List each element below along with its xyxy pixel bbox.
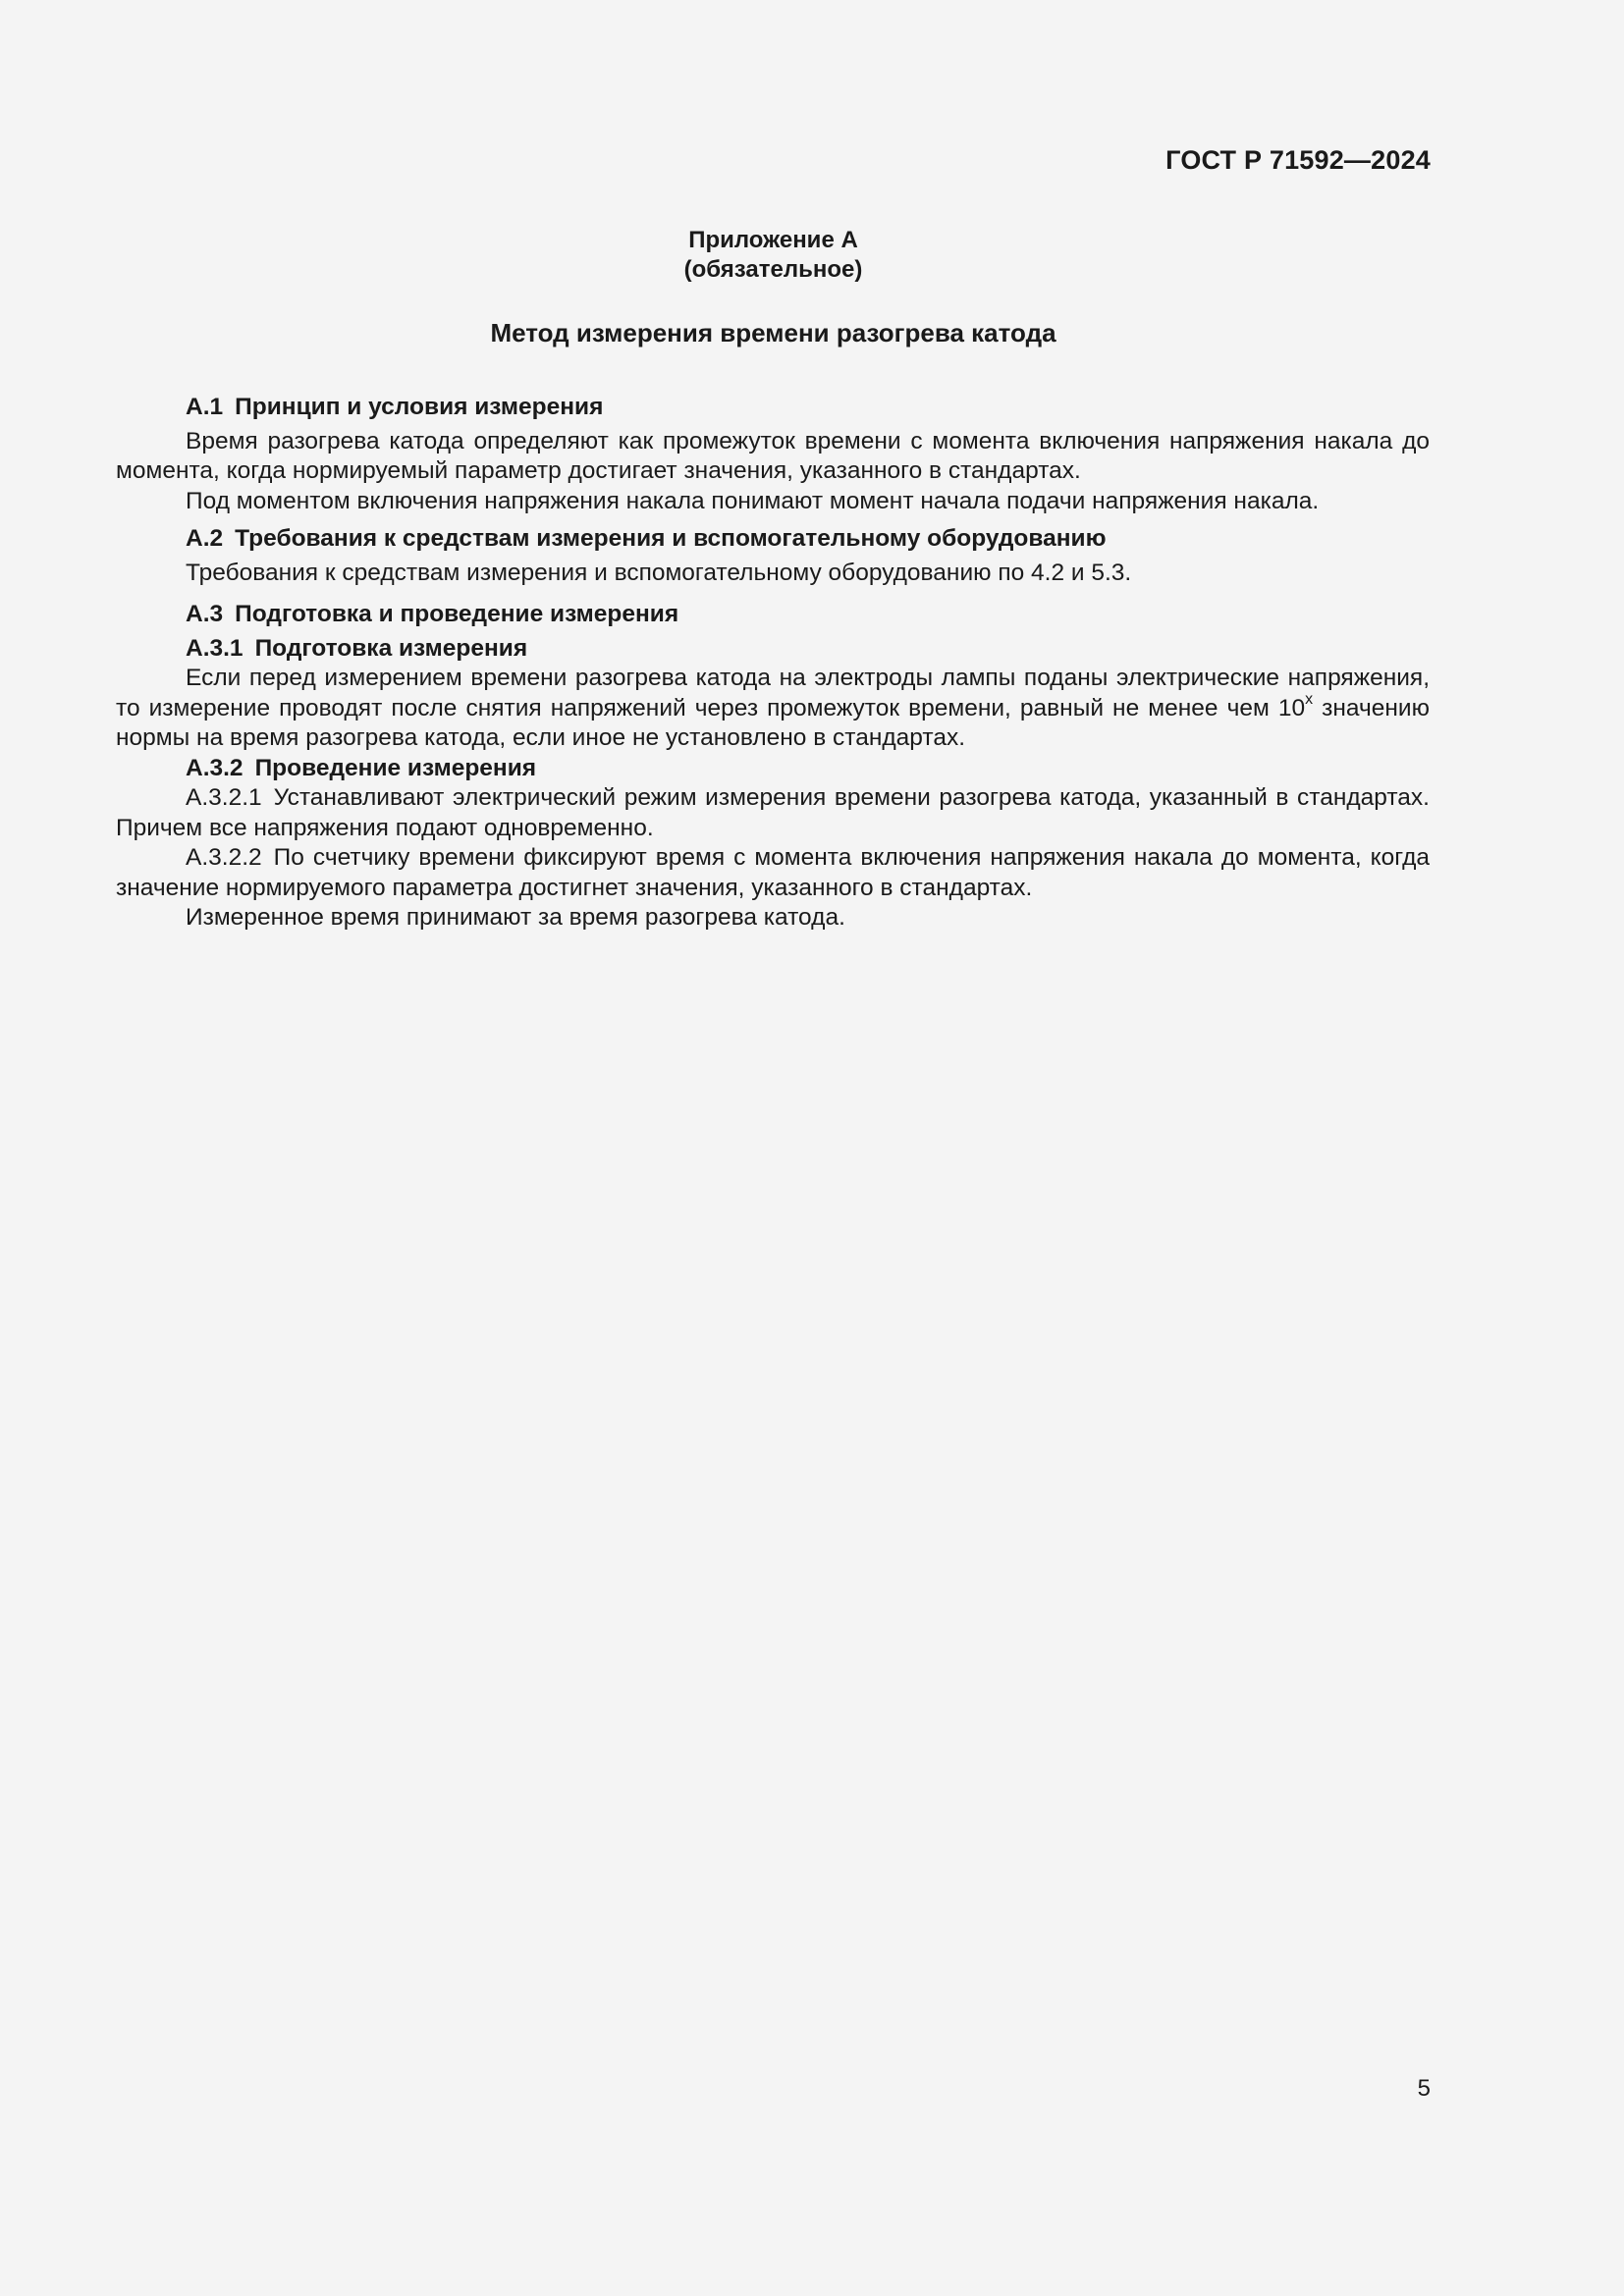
section-number: А.2: [186, 525, 224, 552]
section-title: Требования к средствам измерения и вспомогательному оборудованию: [235, 525, 1107, 552]
section-heading-a2: [116, 524, 1430, 555]
document-body: [116, 393, 1430, 934]
paragraph: Требования к средствам измерения и вспомогательному оборудованию по 4.2 и 5.3.: [186, 559, 1132, 586]
paragraph: Измеренное время принимают за время разогрева катода.: [186, 904, 845, 931]
section-heading-a3: [116, 600, 1430, 630]
annex-status: (обязательное): [683, 256, 863, 283]
standard-id-header: ГОСТ Р 71592—2024: [1165, 145, 1431, 175]
section-heading-a1: [116, 393, 1430, 423]
section-number: А.3: [186, 601, 224, 627]
annex-heading: [0, 226, 1546, 285]
section-number: А.1: [186, 394, 224, 420]
paragraph-text: По счетчику времени фиксируют время с момента включения напряжения накала до момента, когда значение нормируемого параметра достигнет значения, указанного в стандартах.: [116, 844, 1430, 901]
paragraph-text: Если перед измерением времени разогрева катода на электроды лампы поданы электрические напряжения, то измерение проводят после снятия напряжений через промежуток времени, равный не менее чем 10: [116, 665, 1430, 721]
paragraph-a321: [116, 783, 1430, 843]
paragraph-text: значению нормы на время разогрева катода, если иное не установлено в стандартах.: [116, 694, 1430, 751]
paragraph-text: Устанавливают электрический режим измерения времени разогрева катода, указанный в стандартах. Причем все напряжения подают одновременно.: [116, 784, 1430, 841]
subsection-number: А.3.1: [186, 634, 244, 662]
subsection-heading-a32: [116, 754, 1430, 784]
subsection-title: Проведение измерения: [254, 754, 537, 781]
section-title: Принцип и условия измерения: [235, 394, 604, 420]
clause-number: А.3.2.2: [186, 844, 262, 871]
clause-number: А.3.2.1: [186, 784, 262, 811]
paragraph: [116, 664, 1430, 754]
paragraph-a322: [116, 843, 1430, 903]
subsection-heading-a31: [116, 634, 1430, 665]
section-title: Подготовка и проведение измерения: [235, 601, 679, 627]
subsection-title: Подготовка измерения: [254, 634, 528, 662]
superscript: х: [1305, 691, 1314, 709]
paragraph: Время разогрева катода определяют как промежуток времени с момента включения напряжения накала до момента, когда нормируемый параметр достигает значения, указанного в стандартах.: [116, 427, 1430, 484]
subsection-number: А.3.2: [186, 754, 244, 781]
annex-title: Метод измерения времени разогрева катода: [490, 318, 1056, 347]
annex-label: Приложение А: [688, 227, 858, 253]
page-number: 5: [1417, 2075, 1431, 2102]
paragraph: Под моментом включения напряжения накала понимают момент начала подачи напряжения накала.: [186, 487, 1320, 514]
